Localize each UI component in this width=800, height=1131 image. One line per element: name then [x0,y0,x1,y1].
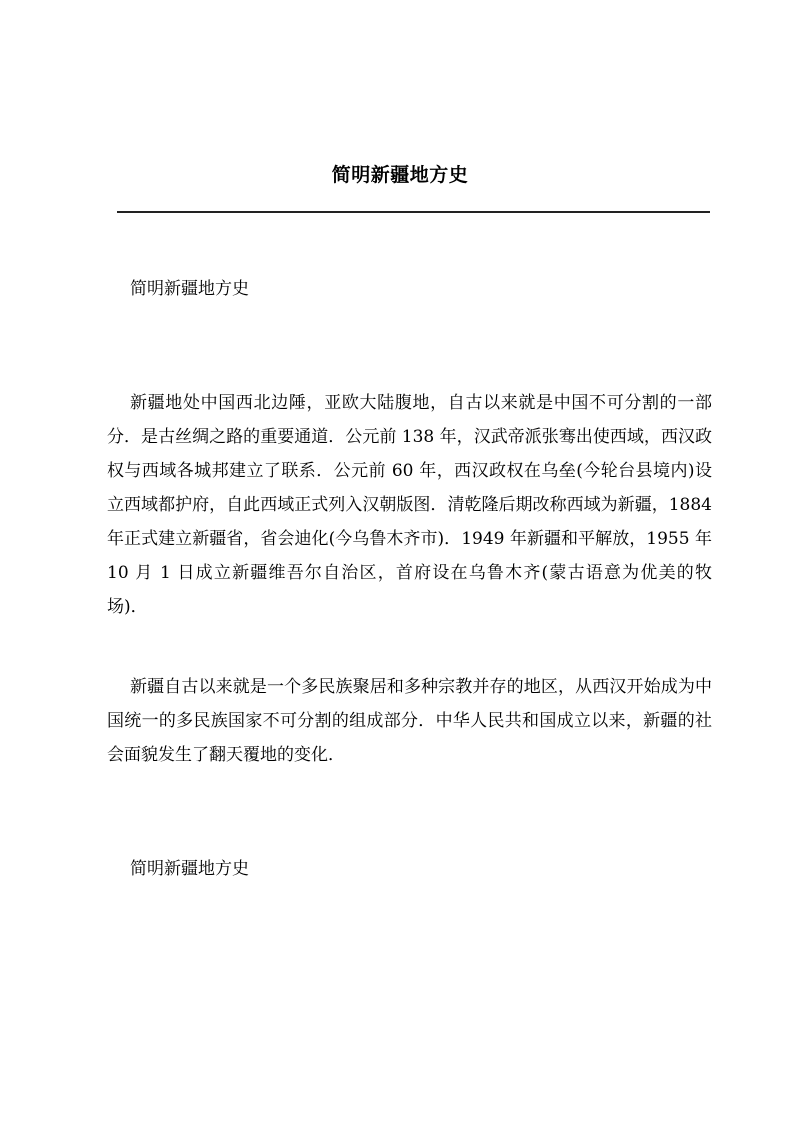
closing-heading: 简明新疆地方史 [130,859,249,879]
document-title: 简明新疆地方史 [331,164,469,186]
paragraph-ethnic-diversity: 新疆自古以来就是一个多民族聚居和多种宗教并存的地区，从西汉开始成为中国统一的多民族国家不可分割的组成部分．中华人民共和国成立以来，新疆的社会面貌发生了翻天覆地的变化． [107,677,712,765]
title-underline [117,211,710,213]
paragraph-history: 新疆地处中国西北边陲，亚欧大陆腹地，自古以来就是中国不可分割的一部分．是古丝绸之路的重要通道．公元前 138 年，汉武帝派张骞出使西域，西汉政权与西域各城邦建立了联系．公元前 60 年，西汉政权在乌垒(今轮台县境内)设立西域都护府，自此西域正式列入汉朝版图．清乾隆后期改称西域为新疆，1884 年正式建立新疆省，省会迪化(今乌鲁木齐市)．1949 年新疆和平解放，1955 年 10 月 1 日成立新疆维吾尔自治区，首府设在乌鲁木齐(蒙古语意为优美的牧场)． [107,393,712,617]
body-heading: 简明新疆地方史 [130,279,249,299]
document-body [107,272,712,886]
